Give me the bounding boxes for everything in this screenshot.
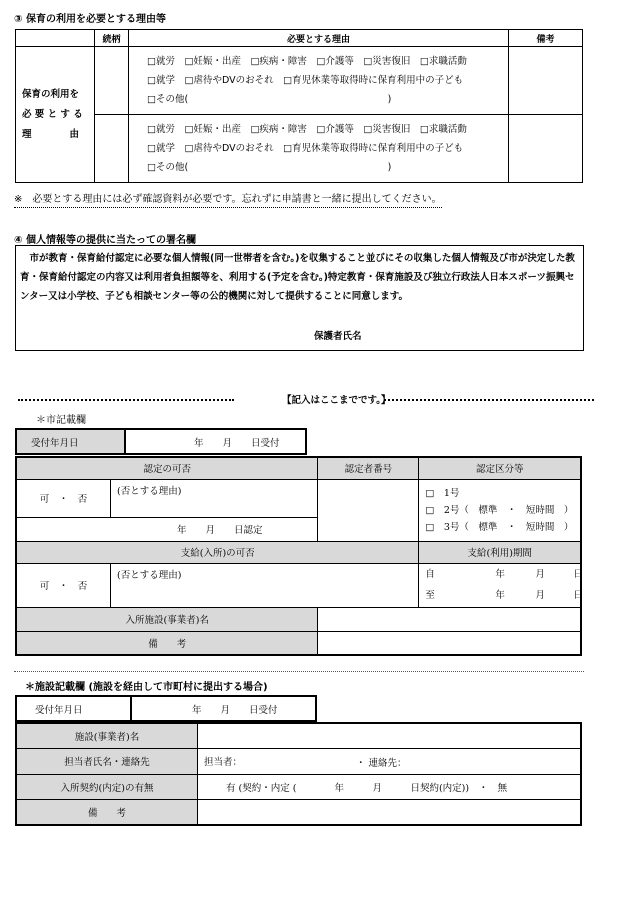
cert-number-cell[interactable] [318, 479, 419, 541]
supply-yes-no[interactable]: 可 ・ 否 [16, 563, 111, 607]
contact-person: 担当者： [204, 757, 243, 768]
divider-text: 【記入はここまでです。】 [282, 395, 391, 406]
facility-name-label: 入所施設(事業者)名 [16, 607, 318, 631]
relation-cell-1[interactable] [95, 47, 129, 115]
cert-date[interactable]: 年 月 日認定 [16, 517, 318, 541]
cert-yes-no[interactable]: 可 ・ 否 [16, 479, 111, 517]
city-receipt-label: 受付年月日 [16, 429, 125, 454]
facility-name-value-2[interactable] [198, 723, 582, 748]
reason-row-label: 保育の利用を 必 要 と す る 理 由 [16, 47, 95, 183]
facility-receipt-label: 受付年月日 [16, 696, 131, 721]
city-section-title: ＊市記載欄 [36, 415, 86, 426]
city-cert-table [15, 456, 582, 656]
period-header: 支給(利用)期間 [419, 541, 581, 563]
contract-value[interactable]: 有 (契約・内定 ( 年 月 日契約(内定)) ・ 無 [198, 774, 582, 799]
period-to-label: 至 [425, 590, 435, 601]
reason-header: 必要とする理由 [129, 30, 509, 47]
city-receipt-value[interactable]: 年 月 日受付 [125, 429, 306, 454]
section3-title: ③ 保育の利用を必要とする理由等 [14, 14, 166, 25]
facility-name-value[interactable] [318, 607, 581, 631]
cert-header: 認定の可否 [16, 457, 318, 479]
reason-table [15, 29, 583, 183]
city-remarks-value[interactable] [318, 631, 581, 655]
relation-cell-2[interactable] [95, 115, 129, 183]
cert-class-header: 認定区分等 [419, 457, 581, 479]
facility-name-label-2: 施設(事業者)名 [16, 723, 198, 748]
reason-note: ※ 必要とする理由には必ず確認資料が必要です。忘れずに申請書と一緒に提出してください。 [14, 190, 442, 208]
supply-deny-reason[interactable]: (否とする理由) [111, 563, 419, 607]
contact-value[interactable] [198, 748, 582, 774]
guardian-name-label: 保護者氏名 [314, 331, 362, 342]
divider-right [384, 399, 594, 401]
city-receipt-table [15, 428, 307, 455]
facility-remarks-label: 備 考 [16, 799, 198, 825]
facility-remarks-value[interactable] [198, 799, 582, 825]
facility-receipt-table [15, 695, 317, 722]
supply-period[interactable]: 自 年 月 日 至 年 月 日 [419, 563, 581, 607]
period-from-label: 自 [425, 569, 435, 580]
divider-left [18, 399, 234, 401]
contract-label: 入所契約(内定)の有無 [16, 774, 198, 799]
reason-options-2[interactable]: □就労 □妊娠・出産 □疾病・障害 □介護等 □災害復旧 □求職活動 □就学 □虐待やDVのおそれ □育児休業等取得時に保育利用中の子ども □その他( ) [129, 115, 509, 183]
section4-title: ④ 個人情報等の提供に当たっての署名欄 [14, 235, 196, 246]
facility-table [15, 722, 582, 826]
cert-deny-reason[interactable]: (否とする理由) [111, 479, 318, 517]
supply-header: 支給(入所)の可否 [16, 541, 419, 563]
consent-text: 市が教育・保育給付認定に必要な個人情報(同一世帯者を含む。)を収集すること並びにその収集した個人情報及び市が決定した教育・保育給付認定の内容又は利用者負担額等を、利用する(予定を含む。)特定教育・保育施設及び独立行政法人日本スポーツ振興センター又は小学校、子ども相談センター等の公的機関に対して提供することに同意します。 [20, 253, 575, 302]
facility-section-title: ＊施設記載欄 (施設を経由して市町村に提出する場合) [25, 682, 268, 693]
relation-header: 続柄 [95, 30, 129, 47]
section-divider [14, 671, 584, 672]
cert-class-options[interactable]: □ 1号 □ 2号（ 標準 ・ 短時間 ） □ 3号（ 標準 ・ 短時間 ） [419, 479, 581, 541]
remarks-cell-2[interactable] [509, 115, 583, 183]
cert-no-header: 認定者番号 [318, 457, 419, 479]
city-remarks-label: 備 考 [16, 631, 318, 655]
remarks-header: 備考 [509, 30, 583, 47]
remarks-cell-1[interactable] [509, 47, 583, 115]
facility-receipt-value[interactable]: 年 月 日受付 [131, 696, 316, 721]
consent-box [15, 245, 584, 351]
reason-options-1[interactable]: □就労 □妊娠・出産 □疾病・障害 □介護等 □災害復旧 □求職活動 □就学 □虐待やDVのおそれ □育児休業等取得時に保育利用中の子ども □その他( ) [129, 47, 509, 115]
contact-tel: ・ 連絡先： [356, 757, 407, 769]
contact-label: 担当者氏名・連絡先 [16, 748, 198, 774]
